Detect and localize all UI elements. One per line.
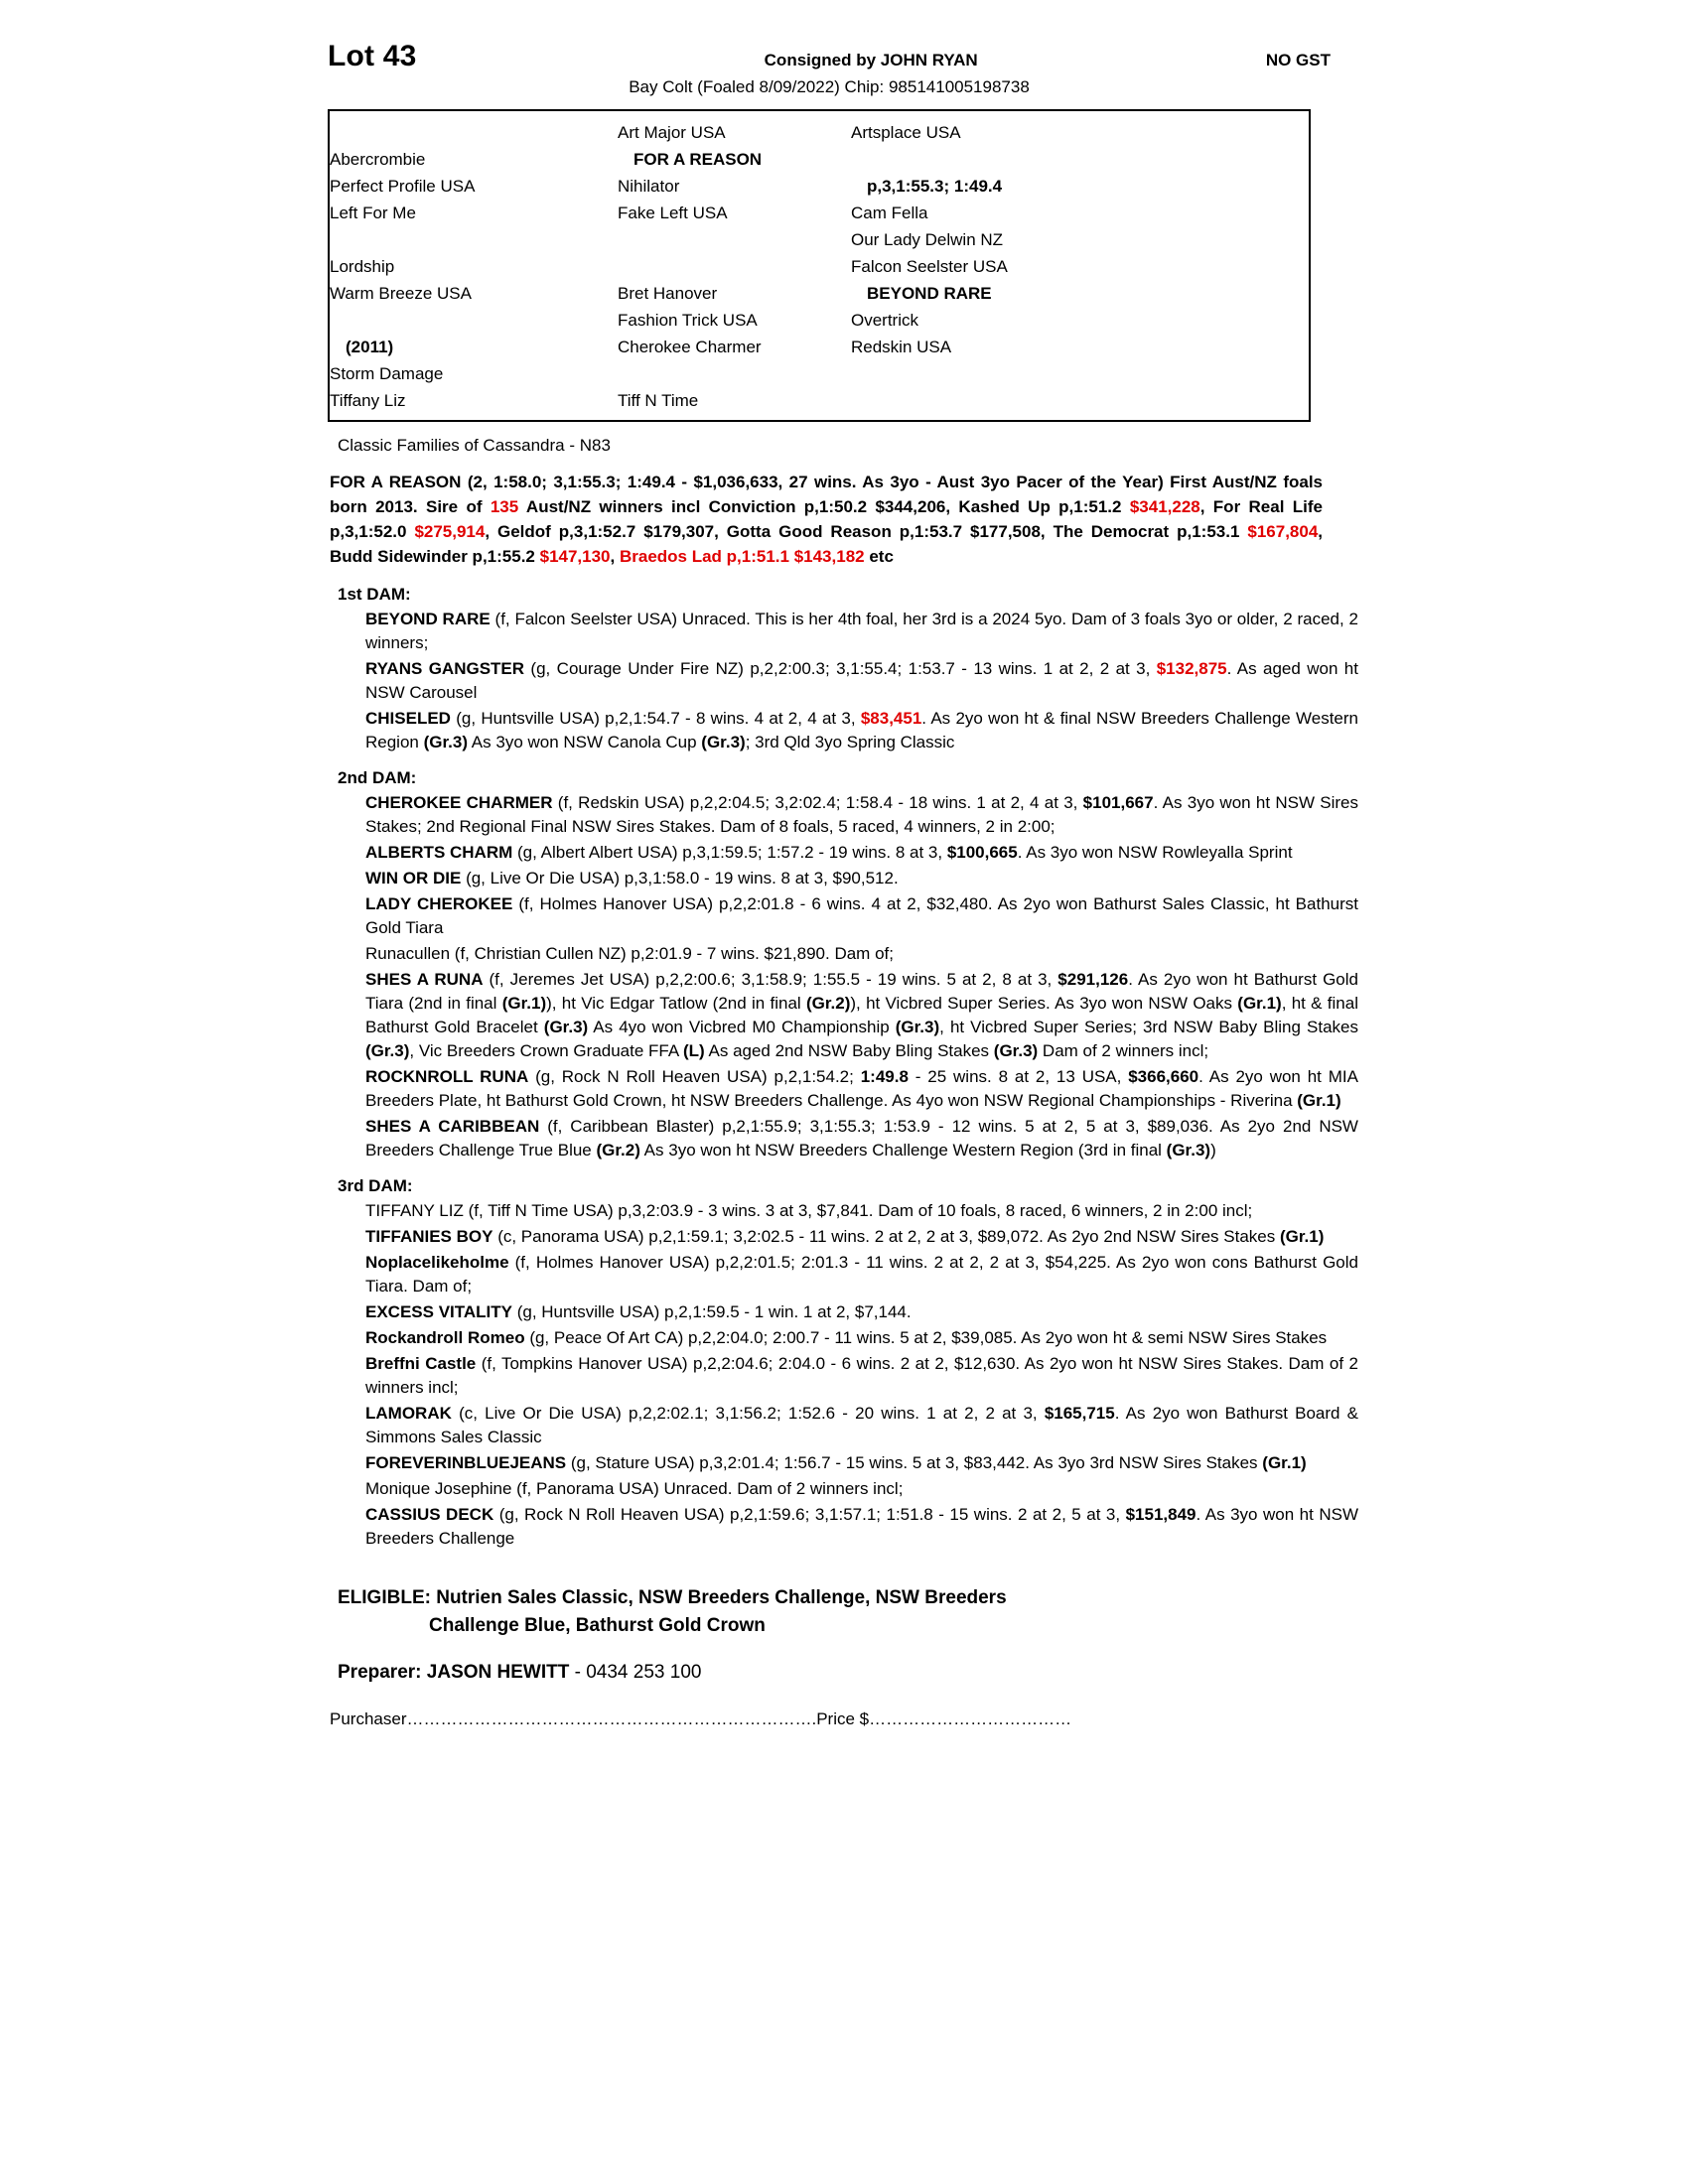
entry-text: LADY CHEROKEE (365, 894, 513, 913)
pedigree-entry (338, 968, 1358, 1063)
entry-text: As 3yo won NSW Canola Cup (468, 733, 702, 751)
gen3-1: Artsplace USA (851, 123, 961, 142)
entry-text: ), ht Vic Edgar Tatlow (2nd in final (546, 994, 806, 1013)
entry-text: As aged 2nd NSW Baby Bling Stakes (704, 1041, 994, 1060)
entry-text: (f, Tompkins Hanover USA) p,2,2:04.6; 2:04.0 - 6 wins. 2 at 2, $12,630. As 2yo won ht NSW Sires Stakes. Dam of 2 winners incl; (365, 1354, 1358, 1397)
entry-text: TIFFANIES BOY (365, 1227, 493, 1246)
entry-text: $100,665 (946, 843, 1018, 862)
gen3-3: Fake Left USA (618, 204, 728, 222)
sire-earnings-5: Braedos Lad p,1:51.1 $143,182 (619, 547, 865, 566)
gen3-4: Our Lady Delwin NZ (851, 230, 1004, 249)
entry-text: . As 3yo won ht NSW Breeders Challenge (365, 1505, 1358, 1548)
entry-text: Monique Josephine (f, Panorama USA) Unraced. Dam of 2 winners incl; (365, 1479, 904, 1498)
pedigree-entry (338, 608, 1358, 655)
pedigree-blank-8 (851, 360, 1079, 387)
entry-text: . As 2yo won ht MIA Breeders Plate, ht Bathurst Gold Crown, ht NSW Breeders Challenge. As 4yo won NSW Regional Championships - Riverina (365, 1067, 1358, 1110)
entry-text: ; 3rd Qld 3yo Spring Classic (745, 733, 955, 751)
pedigree-entry (338, 867, 1358, 890)
entry-text: CHISELED (365, 709, 451, 728)
entry-text: . As 2yo won ht & final NSW Breeders Challenge Western Region (365, 709, 1358, 751)
sire-summary-part7: etc (864, 547, 894, 566)
gen3-6: Fashion Trick USA (618, 311, 758, 330)
entry-text: $83,451 (860, 709, 922, 728)
entry-text: LAMORAK (365, 1404, 452, 1423)
entry-text: (g, Rock N Roll Heaven USA) p,2,1:54.2; (528, 1067, 861, 1086)
sire-summary-part1: FOR A REASON (2, 1:58.0; 3,1:55.3; 1:49.4 - $1,036,633, 27 wins. As 3yo - Aust 3yo Pacer of the Year) First Aust/NZ foals born 2013. Sire of (330, 473, 1323, 516)
gen3-5: Warm Breeze USA (330, 284, 472, 303)
gst-status: NO GST (1265, 51, 1331, 69)
entry-text: Rockandroll Romeo (365, 1328, 525, 1347)
sire-summary-part6: , (610, 547, 620, 566)
entry-text: (g, Huntsville USA) p,2,1:54.7 - 8 wins. 4 at 2, 4 at 3, (450, 709, 861, 728)
entry-text: $101,667 (1082, 793, 1154, 812)
entry-text: (Gr.1) (1262, 1453, 1307, 1472)
pedigree-entry (338, 1225, 1358, 1249)
entry-text: $291,126 (1057, 970, 1129, 989)
entry-text: (Gr.3) (701, 733, 746, 751)
sire-summary (330, 470, 1323, 569)
dam-sire: Falcon Seelster USA (851, 257, 1008, 276)
entry-text: $132,875 (1156, 659, 1227, 678)
gen4-5: Bret Hanover (618, 284, 718, 303)
pedigree-entry (338, 1451, 1358, 1475)
dam-heading: 2nd DAM: (338, 768, 417, 787)
pedigree-entry (338, 1352, 1358, 1400)
gen4-2: Nihilator (618, 177, 680, 196)
entry-text: As 4yo won Vicbred M0 Championship (588, 1018, 896, 1036)
sire-summary-part3: , For Real Life p,3,1:52.0 (330, 497, 1323, 541)
entry-text: SHES A CARIBBEAN (365, 1117, 540, 1136)
preparer-block (338, 1662, 1390, 1684)
entry-text: (f, Caribbean Blaster) p,2,1:55.9; 3,1:55.3; 1:53.9 - 12 wins. 5 at 2, 5 at 3, $89,036. As 2yo 2nd NSW Breeders Challenge True Blue (365, 1117, 1358, 1160)
entry-text: $165,715 (1044, 1404, 1115, 1423)
pedigree-entry (338, 1251, 1358, 1298)
entry-text: (f, Redskin USA) p,2,2:04.5; 3,2:02.4; 1:58.4 - 18 wins. 1 at 2, 4 at 3, (552, 793, 1083, 812)
pedigree-entry (338, 1115, 1358, 1162)
pedigree-entry (338, 1199, 1358, 1223)
preparer-label: Preparer: (338, 1662, 422, 1683)
pedigree-blank-7 (618, 360, 851, 387)
entry-text: . As 3yo won NSW Rowleyalla Sprint (1017, 843, 1293, 862)
dam-dam: Cherokee Charmer (618, 338, 762, 356)
gen3-7: Redskin USA (851, 338, 952, 356)
entry-text: (g, Courage Under Fire NZ) p,2,2:00.3; 3,1:55.4; 1:53.7 - 13 wins. 1 at 2, 2 at 3, (524, 659, 1157, 678)
pedigree-entry (338, 791, 1358, 839)
gen3-2: Perfect Profile USA (330, 177, 476, 196)
entry-text: RYANS GANGSTER (365, 659, 525, 678)
entry-text: (g, Peace Of Art CA) p,2,2:04.0; 2:00.7 - 11 wins. 5 at 2, $39,085. As 2yo won ht & semi NSW Sires Stakes (524, 1328, 1328, 1347)
entry-text: (g, Huntsville USA) p,2,1:59.5 - 1 win. 1 at 2, $7,144. (512, 1302, 912, 1321)
family-line: Classic Families of Cassandra - N83 (338, 436, 611, 455)
entry-text: (g, Rock N Roll Heaven USA) p,2,1:59.6; 3,1:57.1; 1:51.8 - 15 wins. 2 at 2, 5 at 3, (493, 1505, 1126, 1524)
entry-text: , ht Vicbred Super Series; 3rd NSW Baby Bling Stakes (939, 1018, 1358, 1036)
entry-text: (f, Holmes Hanover USA) p,2,2:01.5; 2:01.3 - 11 wins. 2 at 2, 2 at 3, $54,225. As 2yo won cons Bathurst Gold Tiara. Dam of; (365, 1253, 1358, 1296)
pedigree-entry (338, 1300, 1358, 1324)
entry-text: (Gr.3) (543, 1018, 589, 1036)
entry-text: Dam of 2 winners incl; (1038, 1041, 1209, 1060)
gen4-8: Tiff N Time (618, 391, 699, 410)
entry-text: (Gr.3) (895, 1018, 940, 1036)
lot-number: Lot 43 (328, 40, 417, 72)
dam-name: BEYOND RARE (867, 284, 992, 303)
gen4-6: Overtrick (851, 311, 918, 330)
entry-text: . As aged won ht NSW Carousel (365, 659, 1358, 702)
entry-text: (Gr.1) (501, 994, 547, 1013)
sire-record: p,3,1:55.3; 1:49.4 (867, 177, 1003, 196)
pedigree-entry (338, 1477, 1358, 1501)
pedigree-entry (338, 841, 1358, 865)
gen4-7: Storm Damage (330, 364, 444, 383)
entry-text: ) (1210, 1141, 1216, 1160)
gen4-3: Cam Fella (851, 204, 928, 222)
entry-text: CASSIUS DECK (365, 1505, 494, 1524)
purchaser-line: Purchaser……………………………………………………………….Price $……………………………… (330, 1709, 1072, 1728)
pedigree-blank (330, 119, 618, 146)
entry-text: TIFFANY LIZ (f, Tiff N Time USA) p,3,2:03.9 - 3 wins. 3 at 3, $7,841. Dam of 10 foals, 8 raced, 6 winners, 2 in 2:00 incl; (365, 1201, 1253, 1220)
sire-earnings-3: $167,804 (1247, 522, 1319, 541)
entry-text: (Gr.1) (1237, 994, 1282, 1013)
sire-earnings-1: $341,228 (1129, 497, 1200, 516)
entry-text: Breffni Castle (365, 1354, 477, 1373)
pedigree-entry (338, 657, 1358, 705)
entry-text: . As 2yo won ht Bathurst Gold Tiara (2nd in final (365, 970, 1358, 1013)
entry-text: - 25 wins. 8 at 2, 13 USA, (908, 1067, 1129, 1086)
pedigree-entry (338, 1326, 1358, 1350)
entry-text: (c, Panorama USA) p,2,1:59.1; 3,2:02.5 - 11 wins. 2 at 2, 2 at 3, $89,072. As 2yo 2nd NSW Sires Stakes (492, 1227, 1280, 1246)
entry-text: ROCKNROLL RUNA (365, 1067, 529, 1086)
pedigree-entry (338, 707, 1358, 754)
entry-text: (g, Albert Albert USA) p,3,1:59.5; 1:57.2 - 19 wins. 8 at 3, (512, 843, 947, 862)
entry-text: CHEROKEE CHARMER (365, 793, 553, 812)
eligible-block (338, 1584, 1331, 1640)
eligible-line-1: ELIGIBLE: Nutrien Sales Classic, NSW Breeders Challenge, NSW Breeders (338, 1587, 1007, 1608)
dam-heading: 3rd DAM: (338, 1176, 413, 1195)
entry-text: (f, Holmes Hanover USA) p,2,2:01.8 - 6 wins. 4 at 2, $32,480. As 2yo won Bathurst Sales Classic, ht Bathurst Gold Tiara (365, 894, 1358, 937)
sire-of-count: 135 (490, 497, 519, 516)
entry-text: (Gr.1) (1297, 1091, 1341, 1110)
entry-text: EXCESS VITALITY (365, 1302, 512, 1321)
entry-text: (Gr.3) (365, 1041, 410, 1060)
sire-sire: Art Major USA (618, 123, 726, 142)
pedigree-blank-3 (330, 226, 618, 253)
pedigree-blank-5 (618, 253, 851, 280)
entry-text: ALBERTS CHARM (365, 843, 513, 862)
sire-earnings-2: $275,914 (414, 522, 486, 541)
entry-text: , ht & final Bathurst Gold Bracelet (365, 994, 1358, 1036)
preparer-phone: - 0434 253 100 (574, 1662, 702, 1683)
dam-heading: 1st DAM: (338, 585, 411, 604)
pedigree-entry (338, 942, 1358, 966)
sire-earnings-4: $147,130 (539, 547, 611, 566)
pedigree-blank-6 (330, 307, 618, 334)
dam-year: (2011) (346, 338, 394, 356)
entry-text: $151,849 (1125, 1505, 1196, 1524)
entry-text: (Gr.3) (1166, 1141, 1211, 1160)
gen4-1: Abercrombie (330, 150, 426, 169)
consignor: Consigned by JOHN RYAN (764, 51, 978, 69)
entry-text: (g, Live Or Die USA) p,3,1:58.0 - 19 wins. 8 at 3, $90,512. (461, 869, 899, 887)
entry-text: (L) (683, 1041, 705, 1060)
entry-text: ), ht Vicbred Super Series. As 3yo won NSW Oaks (850, 994, 1238, 1013)
entry-text: Runacullen (f, Christian Cullen NZ) p,2:01.9 - 7 wins. $21,890. Dam of; (365, 944, 894, 963)
entry-text: (Gr.3) (993, 1041, 1039, 1060)
entry-text: . As 3yo won ht NSW Sires Stakes; 2nd Regional Final NSW Sires Stakes. Dam of 8 foals, 5 raced, 4 winners, 2 in 2:00; (365, 793, 1358, 836)
entry-text: . As 2yo won Bathurst Board & Simmons Sales Classic (365, 1404, 1358, 1446)
pedigree-blank-4 (618, 226, 851, 253)
entry-text: (Gr.2) (596, 1141, 640, 1160)
entry-text: WIN OR DIE (365, 869, 462, 887)
pedigree-entry (338, 1065, 1358, 1113)
entry-text: $366,660 (1128, 1067, 1199, 1086)
sire-name: FOR A REASON (633, 150, 763, 169)
sire-summary-part5: , Budd Sidewinder p,1:55.2 (330, 522, 1324, 566)
sire-dam: Left For Me (330, 204, 416, 222)
entry-text: 1:49.8 (860, 1067, 909, 1086)
entry-text: BEYOND RARE (365, 610, 491, 628)
pedigree-entry (338, 1402, 1358, 1449)
preparer-name: JASON HEWITT (426, 1662, 570, 1683)
entry-text: , Vic Breeders Crown Graduate FFA (409, 1041, 683, 1060)
entry-text: Noplacelikeholme (365, 1253, 509, 1272)
pedigree-box (328, 109, 1311, 422)
sire-summary-part4: , Geldof p,3,1:52.7 $179,307, Gotta Good Reason p,1:53.7 $177,508, The Democrat p,1:53.1 (485, 522, 1248, 541)
entry-text: (Gr.2) (805, 994, 851, 1013)
pedigree-grid (330, 119, 1309, 414)
entry-text: (f, Falcon Seelster USA) Unraced. This is her 4th foal, her 3rd is a 2024 5yo. Dam of 3 foals 3yo or older, 2 raced, 2 winners; (365, 610, 1358, 652)
entry-text: FOREVERINBLUEJEANS (365, 1453, 567, 1472)
entry-text: As 3yo won ht NSW Breeders Challenge Western Region (3rd in final (639, 1141, 1167, 1160)
entry-text: (f, Jeremes Jet USA) p,2,2:00.6; 3,1:58.9; 1:55.5 - 19 wins. 5 at 2, 8 at 3, (483, 970, 1058, 989)
gen4-4: Lordship (330, 257, 395, 276)
entry-text: SHES A RUNA (365, 970, 484, 989)
pedigree-blank-2 (851, 146, 1079, 173)
entry-text: (Gr.3) (423, 733, 469, 751)
pedigree-entry (338, 892, 1358, 940)
entry-text: (g, Stature USA) p,3,2:01.4; 1:56.7 - 15 wins. 5 at 3, $83,442. As 3yo 3rd NSW Sires Stakes (566, 1453, 1263, 1472)
eligible-line-2: Challenge Blue, Bathurst Gold Crown (429, 1615, 766, 1636)
gen3-8: Tiffany Liz (330, 391, 406, 410)
pedigree-sections (338, 585, 1390, 1551)
entry-text: (c, Live Or Die USA) p,2,2:02.1; 3,1:56.2; 1:52.6 - 20 wins. 1 at 2, 2 at 3, (451, 1404, 1045, 1423)
sire-summary-part2: Aust/NZ winners incl Conviction p,1:50.2 $344,206, Kashed Up p,1:51.2 (518, 497, 1130, 516)
entry-text: (Gr.1) (1279, 1227, 1325, 1246)
pedigree-entry (338, 1503, 1358, 1551)
horse-description: Bay Colt (Foaled 8/09/2022) Chip: 985141005198738 (629, 77, 1030, 96)
page-header (328, 40, 1331, 73)
